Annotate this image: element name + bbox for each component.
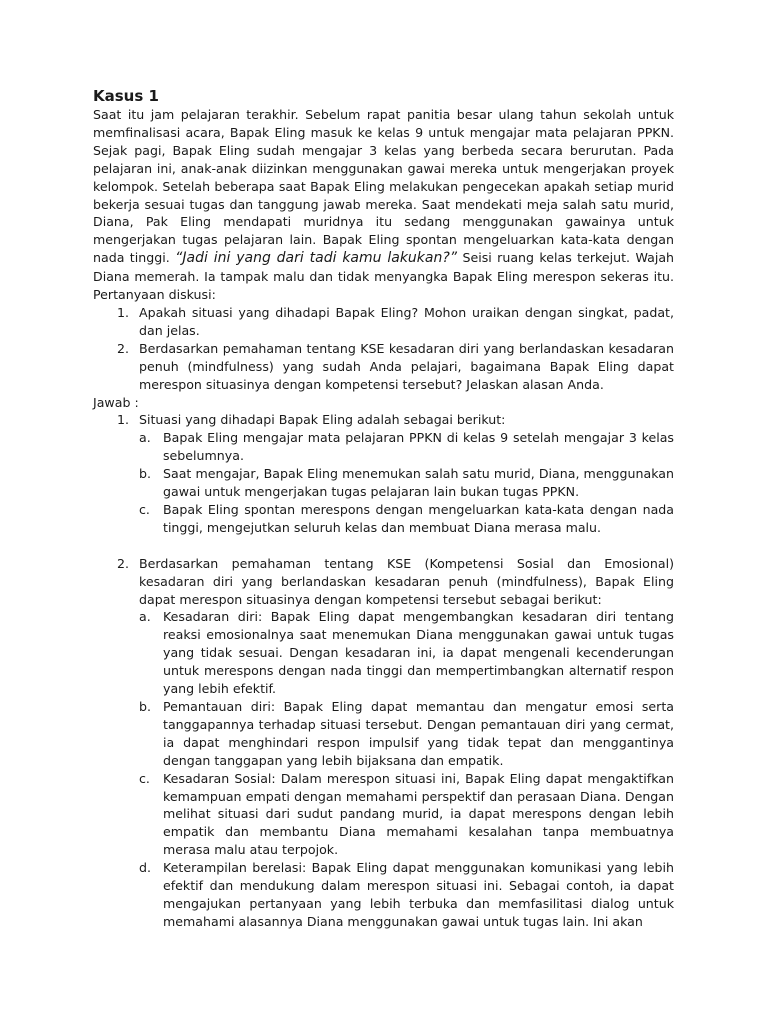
answer-subitem xyxy=(139,501,674,537)
question-number: 1. xyxy=(117,304,130,320)
answer-list-continued xyxy=(93,555,674,931)
answer-subitem xyxy=(139,465,674,501)
question-list xyxy=(93,304,674,394)
question-text: Berdasarkan pemahaman tentang KSE kesadaran diri yang berlandaskan kesadaran penuh (mindfulness) yang sudah Anda pelajari, bagaimana Bapak Eling dapat merespon situasinya dengan kompetensi tersebut? Jelaskan alasan Anda. xyxy=(139,340,674,392)
question-item xyxy=(93,304,674,340)
subitem-letter: a. xyxy=(139,609,151,625)
answer-subitem xyxy=(139,429,674,465)
subitem-letter: b. xyxy=(139,699,151,714)
answer-subitem xyxy=(139,698,674,770)
question-text: Apakah situasi yang dihadapi Bapak Eling? Mohon uraikan dengan singkat, padat, dan jelas. xyxy=(139,304,674,338)
subitem-letter: b. xyxy=(139,466,151,482)
answer-subitem xyxy=(139,608,674,698)
subitem-text: Kesadaran Sosial: Dalam merespon situasi ini, Bapak Eling dapat mengaktifkan kemampuan empati dengan memahami perspektif dan perasaan Diana. Dengan melihat situasi dari sudut pandang murid, ia dapat merespons dengan lebih empatik dan membantu Diana memahami kesalahan tanpa membuatnya merasa malu atau terpojok. xyxy=(163,770,674,858)
intro-quote: “Jadi ini yang dari tadi kamu lakukan?” xyxy=(175,250,458,267)
answer-subitem xyxy=(139,859,674,931)
subitem-letter: c. xyxy=(139,501,150,517)
subitem-letter: d. xyxy=(139,860,151,876)
answer-number: 2. xyxy=(117,555,130,571)
paragraph-gap xyxy=(93,537,674,555)
answer-text: Situasi yang dihadapi Bapak Eling adalah sebagai berikut: xyxy=(139,412,506,428)
case-title: Kasus 1 xyxy=(93,87,159,105)
subitem-text: Pemantauan diri: Bapak Eling dapat memantau dan mengatur emosi serta tanggapannya terhadap situasi tersebut. Dengan pemantauan diri yang cermat, ia dapat menghindari respon impulsif yang tidak tepat dan menggantinya dengan tanggapan yang lebih bijaksana dan empatik. xyxy=(163,699,674,768)
answer-sublist xyxy=(139,608,674,930)
document-page xyxy=(93,86,674,931)
answer-text: Berdasarkan pemahaman tentang KSE (Kompetensi Sosial dan Emosional) kesadaran diri yang berlandaskan kesadaran penuh (mindfulness), Bapak Eling dapat merespon situasinya dengan kompetensi tersebut sebagai berikut: xyxy=(139,555,674,607)
intro-text-part2: Seisi ruang kelas terkejut. Wajah Diana memerah. Ia tampak malu dan tidak menyangka Bapak Eling merespon sekeras itu. Pertanyaan diskusi: xyxy=(93,250,675,303)
subitem-letter: c. xyxy=(139,770,150,786)
question-item xyxy=(93,340,674,394)
subitem-text: Bapak Eling spontan merespons dengan mengeluarkan kata-kata dengan nada tinggi, mengejutkan seluruh kelas dan membuat Diana merasa malu. xyxy=(163,501,674,535)
subitem-text: Bapak Eling mengajar mata pelajaran PPKN di kelas 9 setelah mengajar 3 kelas sebelumnya. xyxy=(163,430,674,464)
question-number: 2. xyxy=(117,340,130,356)
answer-list xyxy=(93,411,674,536)
subitem-letter: a. xyxy=(139,430,151,446)
answer-sublist xyxy=(139,429,674,536)
subitem-text: Kesadaran diri: Bapak Eling dapat mengembangkan kesadaran diri tentang reaksi emosionalnya saat menemukan Diana menggunakan gawai untuk tugas yang tidak sesuai. Dengan kesadaran ini, ia dapat mengenali kecenderungan untuk merespons dengan nada tinggi dan mempertimbangkan alternatif respon yang lebih efektif. xyxy=(163,609,674,697)
answer-subitem xyxy=(139,770,674,860)
intro-text-part1: Saat itu jam pelajaran terakhir. Sebelum rapat panitia besar ulang tahun sekolah untuk memfinalisasi acara, Bapak Eling masuk ke kelas 9 untuk mengajar mata pelajaran PPKN. Sejak pagi, Bapak Eling sudah mengajar 3 kelas yang berbeda secara berurutan. Pada pelajaran ini, anak-anak diizinkan menggunakan gawai mereka untuk mengerjakan proyek kelompok. Setelah beberapa saat Bapak Eling melakukan pengecekan apakah setiap murid bekerja sesuai tugas dan tanggung jawab mereka. Saat mendekati meja salah satu murid, Diana, Pak Eling mendapati muridnya itu sedang menggunakan gawainya untuk mengerjakan tugas pelajaran lain. Bapak Eling spontan mengeluarkan kata-kata dengan nada tinggi. xyxy=(93,107,674,266)
subitem-text: Keterampilan berelasi: Bapak Eling dapat menggunakan komunikasi yang lebih efektif dan mendukung dalam merespon situasi ini. Sebagai contoh, ia dapat mengajukan pertanyaan yang lebih terbuka dan memfasilitasi dialog untuk memahami alasannya Diana menggunakan gawai untuk tugas lain. Ini akan xyxy=(163,860,674,929)
answer-number: 1. xyxy=(117,412,130,428)
subitem-text: Saat mengajar, Bapak Eling menemukan salah satu murid, Diana, menggunakan gawai untuk mengerjakan tugas pelajaran lain bukan tugas PPKN. xyxy=(163,466,674,500)
case-intro xyxy=(93,106,674,304)
answer-item xyxy=(93,555,674,931)
answer-label: Jawab : xyxy=(93,394,139,410)
answer-item xyxy=(93,411,674,536)
